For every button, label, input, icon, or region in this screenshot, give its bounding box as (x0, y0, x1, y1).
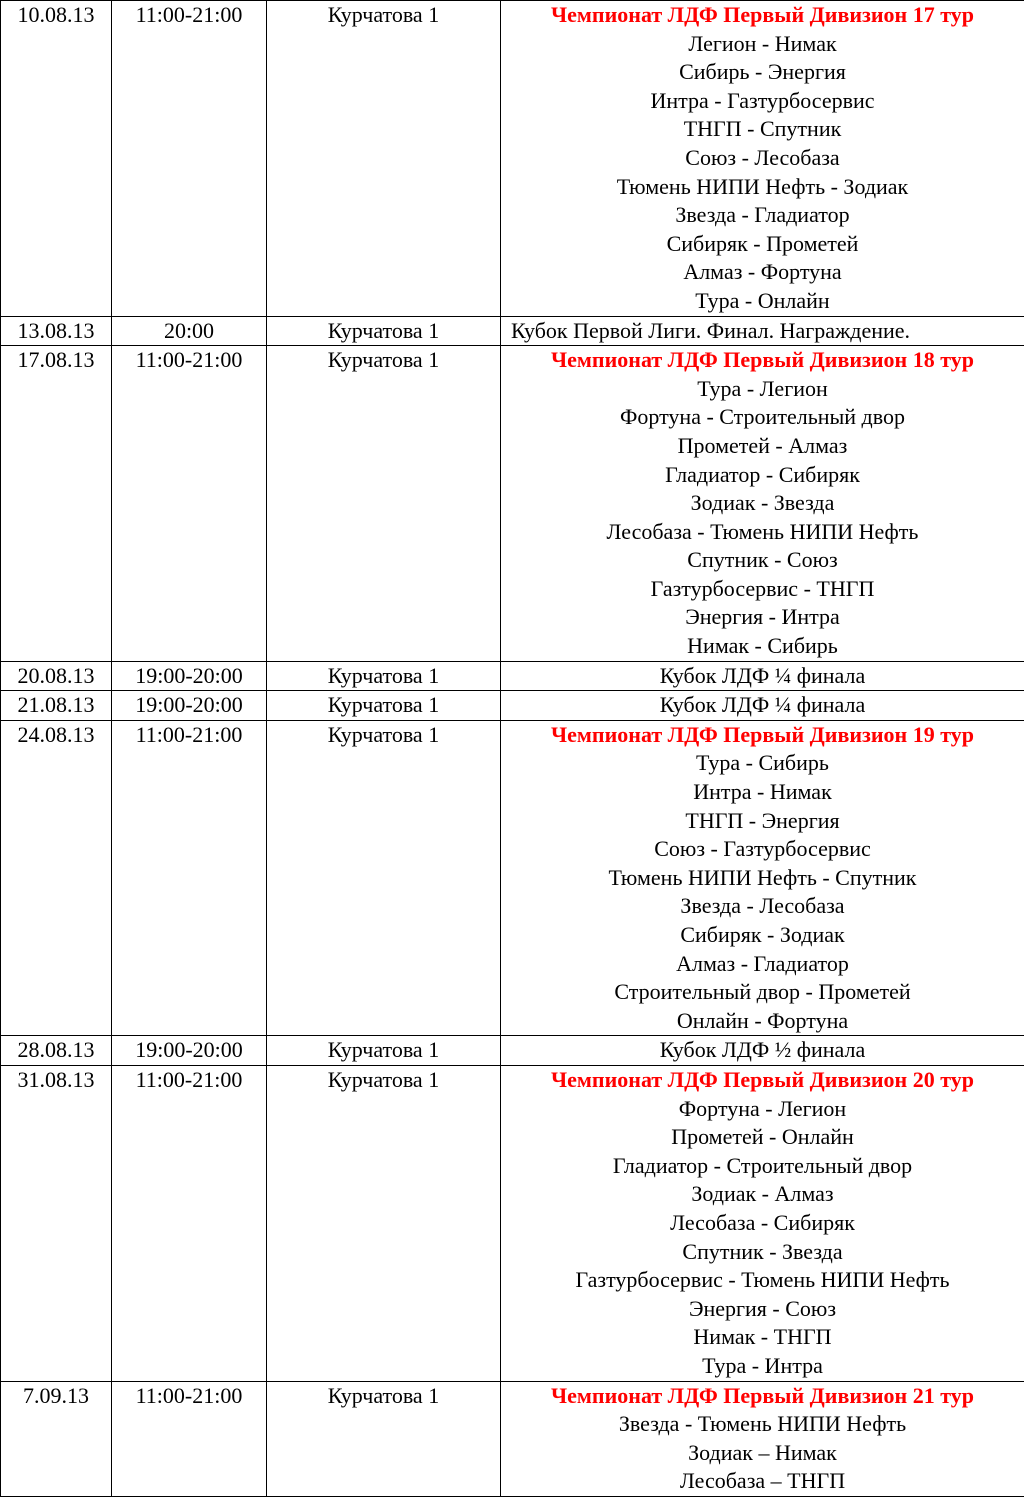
match-pairing: Тюмень НИПИ Нефть - Спутник (501, 864, 1024, 893)
date-cell: 31.08.13 (1, 1065, 112, 1381)
event-label: Кубок ЛДФ ¼ финала (501, 662, 1024, 691)
match-pairing: Фортуна - Строительный двор (501, 403, 1024, 432)
date-cell: 28.08.13 (1, 1036, 112, 1066)
match-pairing: Энергия - Союз (501, 1295, 1024, 1324)
match-pairing: Гладиатор - Строительный двор (501, 1152, 1024, 1181)
match-pairing: Алмаз - Гладиатор (501, 950, 1024, 979)
match-pairing: Сибирь - Энергия (501, 58, 1024, 87)
match-pairing: Спутник - Союз (501, 546, 1024, 575)
event-cell (501, 316, 1024, 346)
match-pairing: ТНГП - Спутник (501, 115, 1024, 144)
match-pairing: Строительный двор - Прометей (501, 978, 1024, 1007)
schedule-row (1, 691, 1024, 721)
schedule-row (1, 1065, 1024, 1381)
event-label: Кубок ЛДФ ½ финала (501, 1036, 1024, 1065)
match-pairing: Тура - Онлайн (501, 287, 1024, 316)
event-cell (501, 720, 1024, 1036)
match-pairing: Лесобаза - Тюмень НИПИ Нефть (501, 518, 1024, 547)
time-cell: 11:00-21:00 (112, 1065, 267, 1381)
match-pairing: Зодиак - Звезда (501, 489, 1024, 518)
round-title: Чемпионат ЛДФ Первый Дивизион 18 тур (501, 346, 1024, 375)
schedule-body (1, 1, 1024, 1497)
date-cell: 24.08.13 (1, 720, 112, 1036)
date-cell: 20.08.13 (1, 661, 112, 691)
match-pairing: Прометей - Онлайн (501, 1123, 1024, 1152)
schedule-row (1, 346, 1024, 662)
place-cell: Курчатова 1 (267, 720, 501, 1036)
match-pairing: Зодиак - Алмаз (501, 1180, 1024, 1209)
match-pairing: Газтурбосервис - Тюмень НИПИ Нефть (501, 1266, 1024, 1295)
event-cell (501, 346, 1024, 662)
event-label: Кубок ЛДФ ¼ финала (501, 691, 1024, 720)
match-pairing: Гладиатор - Сибиряк (501, 461, 1024, 490)
match-pairing: ТНГП - Энергия (501, 807, 1024, 836)
place-cell: Курчатова 1 (267, 1036, 501, 1066)
time-cell: 19:00-20:00 (112, 661, 267, 691)
match-pairing: Алмаз - Фортуна (501, 258, 1024, 287)
place-cell: Курчатова 1 (267, 691, 501, 721)
date-cell: 21.08.13 (1, 691, 112, 721)
date-cell: 13.08.13 (1, 316, 112, 346)
match-pairing: Звезда - Тюмень НИПИ Нефть (501, 1410, 1024, 1439)
schedule-row (1, 316, 1024, 346)
match-pairing: Спутник - Звезда (501, 1238, 1024, 1267)
match-pairing: Энергия - Интра (501, 603, 1024, 632)
time-cell: 20:00 (112, 316, 267, 346)
round-title: Чемпионат ЛДФ Первый Дивизион 21 тур (501, 1382, 1024, 1411)
round-title: Чемпионат ЛДФ Первый Дивизион 19 тур (501, 721, 1024, 750)
match-pairing: Фортуна - Легион (501, 1095, 1024, 1124)
schedule-row (1, 1, 1024, 317)
match-pairing: Интра - Нимак (501, 778, 1024, 807)
event-cell (501, 1065, 1024, 1381)
date-cell: 7.09.13 (1, 1381, 112, 1496)
place-cell: Курчатова 1 (267, 1065, 501, 1381)
round-title: Чемпионат ЛДФ Первый Дивизион 20 тур (501, 1066, 1024, 1095)
match-pairing: Лесобаза – ТНГП (501, 1467, 1024, 1496)
match-pairing: Легион - Нимак (501, 30, 1024, 59)
time-cell: 11:00-21:00 (112, 1381, 267, 1496)
match-pairing: Звезда - Гладиатор (501, 201, 1024, 230)
event-label: Кубок Первой Лиги. Финал. Награждение. (511, 317, 1024, 346)
event-cell (501, 691, 1024, 721)
match-pairing: Зодиак – Нимак (501, 1439, 1024, 1468)
match-pairing: Сибиряк - Зодиак (501, 921, 1024, 950)
match-pairing: Союз - Лесобаза (501, 144, 1024, 173)
event-cell (501, 1036, 1024, 1066)
schedule-row (1, 661, 1024, 691)
time-cell: 19:00-20:00 (112, 691, 267, 721)
match-pairing: Газтурбосервис - ТНГП (501, 575, 1024, 604)
match-pairing: Сибиряк - Прометей (501, 230, 1024, 259)
time-cell: 11:00-21:00 (112, 720, 267, 1036)
place-cell: Курчатова 1 (267, 316, 501, 346)
place-cell: Курчатова 1 (267, 346, 501, 662)
match-pairing: Нимак - ТНГП (501, 1323, 1024, 1352)
round-title: Чемпионат ЛДФ Первый Дивизион 17 тур (501, 1, 1024, 30)
match-pairing: Тура - Интра (501, 1352, 1024, 1381)
match-pairing: Звезда - Лесобаза (501, 892, 1024, 921)
match-pairing: Тюмень НИПИ Нефть - Зодиак (501, 173, 1024, 202)
match-pairing: Нимак - Сибирь (501, 632, 1024, 661)
place-cell: Курчатова 1 (267, 661, 501, 691)
event-cell (501, 661, 1024, 691)
place-cell: Курчатова 1 (267, 1, 501, 317)
match-pairing: Прометей - Алмаз (501, 432, 1024, 461)
match-pairing: Лесобаза - Сибиряк (501, 1209, 1024, 1238)
time-cell: 19:00-20:00 (112, 1036, 267, 1066)
match-pairing: Тура - Легион (501, 375, 1024, 404)
match-pairing: Союз - Газтурбосервис (501, 835, 1024, 864)
date-cell: 10.08.13 (1, 1, 112, 317)
time-cell: 11:00-21:00 (112, 346, 267, 662)
schedule-row (1, 720, 1024, 1036)
match-pairing: Онлайн - Фортуна (501, 1007, 1024, 1036)
event-cell (501, 1381, 1024, 1496)
date-cell: 17.08.13 (1, 346, 112, 662)
match-pairing: Тура - Сибирь (501, 749, 1024, 778)
schedule-row (1, 1381, 1024, 1496)
place-cell: Курчатова 1 (267, 1381, 501, 1496)
match-pairing: Интра - Газтурбосервис (501, 87, 1024, 116)
event-cell (501, 1, 1024, 317)
time-cell: 11:00-21:00 (112, 1, 267, 317)
schedule-row (1, 1036, 1024, 1066)
